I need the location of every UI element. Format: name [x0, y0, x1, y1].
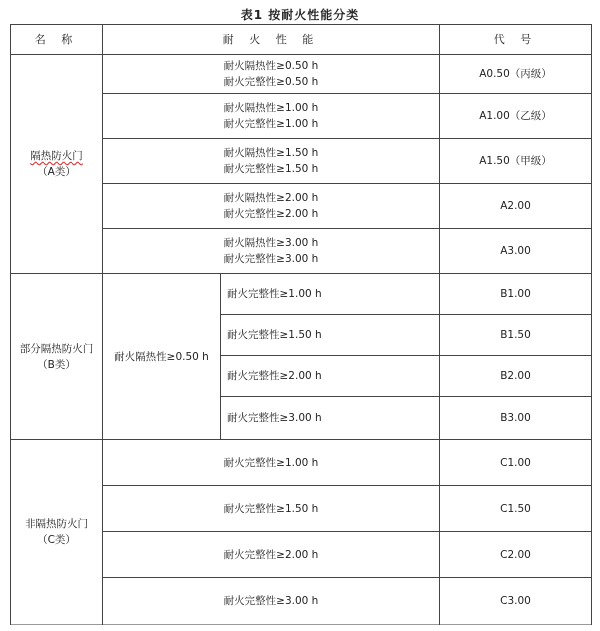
group-a-row-4-performance: 耐火隔热性≥2.00 h 耐火完整性≥2.00 h: [223, 192, 319, 220]
group-c-row-1-code: C1.00: [500, 456, 531, 469]
group-a-row-2-performance: 耐火隔热性≥1.00 h 耐火完整性≥1.00 h: [223, 102, 319, 130]
group-b-row-3-code: B2.00: [500, 370, 531, 382]
group-c-row-4-code: C3.00: [500, 595, 531, 607]
group-a-row-3-performance: 耐火隔热性≥1.50 h 耐火完整性≥1.50 h: [223, 147, 319, 175]
group-c-row-2-code: C1.50: [500, 502, 531, 515]
group-c-row-2-performance: 耐火完整性≥1.50 h: [223, 502, 319, 515]
group-b-row-4-code: B3.00: [500, 412, 531, 424]
table-title: 表1 按耐火性能分类: [240, 8, 360, 22]
header-name: 名 称: [34, 32, 79, 46]
group-b-name: 部分隔热防火门 （B类）: [19, 342, 94, 371]
group-a-row-5-code: A3.00: [500, 245, 531, 257]
fire-rating-table: [10, 24, 592, 626]
group-b-row-2-performance: 耐火完整性≥1.50 h: [227, 329, 322, 341]
group-c-row-4-performance: 耐火完整性≥3.00 h: [223, 595, 319, 607]
group-c-row-3-performance: 耐火完整性≥2.00 h: [223, 548, 319, 561]
group-c-row-1-performance: 耐火完整性≥1.00 h: [223, 456, 319, 469]
group-c-row-3-code: C2.00: [500, 548, 531, 561]
group-a-row-1-performance: 耐火隔热性≥0.50 h 耐火完整性≥0.50 h: [223, 60, 319, 88]
group-a-row-3-code: A1.50（甲级）: [479, 155, 552, 167]
group-b-insulation: 耐火隔热性≥0.50 h: [114, 350, 209, 363]
group-b-row-4-performance: 耐火完整性≥3.00 h: [227, 412, 322, 424]
group-b-row-1-code: B1.00: [500, 288, 531, 300]
group-a-row-1-code: A0.50（丙级）: [479, 68, 552, 80]
group-a-row-5-performance: 耐火隔热性≥3.00 h 耐火完整性≥3.00 h: [223, 237, 319, 265]
group-b-row-2-code: B1.50: [500, 329, 531, 341]
group-a-row-2-code: A1.00（乙级）: [479, 110, 552, 122]
header-performance: 耐 火 性 能: [222, 32, 320, 46]
header-code: 代 号: [493, 32, 538, 46]
rule-bottom: [10, 624, 592, 625]
group-a-row-4-code: A2.00: [500, 200, 531, 212]
group-a-name: 隔热防火门 （A类）: [30, 150, 83, 178]
group-b-row-3-performance: 耐火完整性≥2.00 h: [227, 370, 322, 382]
group-b-row-1-performance: 耐火完整性≥1.00 h: [227, 288, 322, 300]
rule-right: [591, 24, 592, 625]
group-c-name: 非隔热防火门 （C类）: [25, 518, 88, 546]
